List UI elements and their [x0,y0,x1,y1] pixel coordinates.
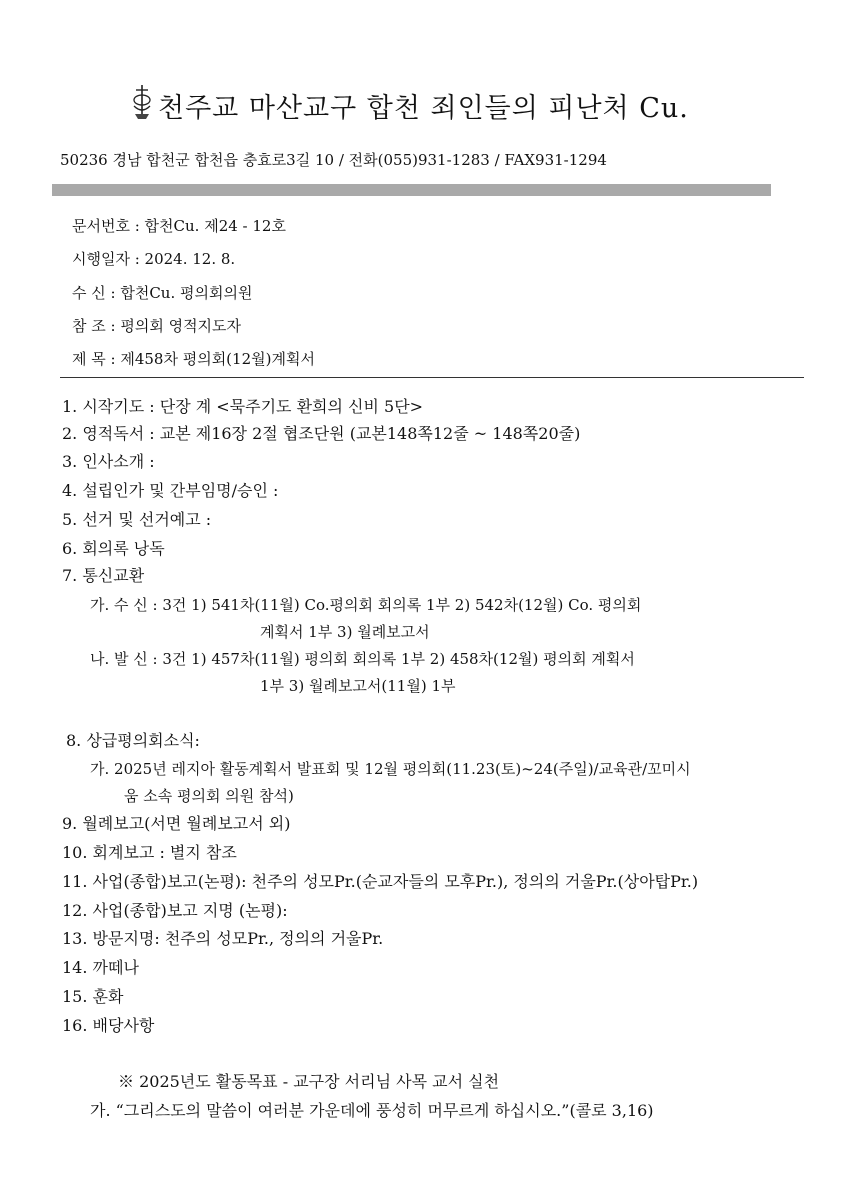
subject: 제 목 : 제458차 평의회(12월)계획서 [72,350,315,368]
agenda-item-7: 7. 통신교환 [62,566,145,585]
agenda-item-8-news: 가. 2025년 레지아 활동계획서 발표회 및 12월 평의회(11.23(토)~24(주일)/교육관/꼬미시 [90,760,691,778]
header-divider-bar [52,184,771,196]
catholic-emblem-icon [130,84,154,120]
doc-number: 문서번호 : 합천Cu. 제24 - 12호 [72,217,286,235]
goal-line: 가. “그리스도의 말씀이 여러분 가운데에 풍성히 머무르게 하십시오.”(콜로 3,16) [90,1101,654,1120]
agenda-item-7-sent: 나. 발 신 : 3건 1) 457차(11월) 평의회 회의록 1부 2) 458차(12월) 평의회 계획서 [90,650,635,668]
agenda-item-3: 3. 인사소개 : [62,452,155,471]
agenda-item-14: 14. 까떼나 [62,958,139,977]
recipient: 수 신 : 합천Cu. 평의회의원 [72,284,253,302]
agenda-item-12: 12. 사업(종합)보고 지명 (논평): [62,901,288,920]
agenda-item-1: 1. 시작기도 : 단장 계 <묵주기도 환희의 신비 5단> [62,397,424,416]
agenda-item-16: 16. 배당사항 [62,1016,155,1035]
agenda-item-4: 4. 설립인가 및 간부임명/승인 : [62,481,279,500]
agenda-item-8-news-cont: 움 소속 평의회 의원 참석) [124,787,294,805]
agenda-item-5: 5. 선거 및 선거예고 : [62,510,212,529]
agenda-item-2: 2. 영적독서 : 교본 제16장 2절 협조단원 (교본148쪽12줄 ~ 148쪽20줄) [62,424,581,443]
reference: 참 조 : 평의회 영적지도자 [72,317,242,335]
agenda-item-6: 6. 회의록 낭독 [62,539,165,558]
agenda-item-13: 13. 방문지명: 천주의 성모Pr., 정의의 거울Pr. [62,929,384,948]
document-title: 천주교 마산교구 합천 죄인들의 피난처 Cu. [158,93,689,124]
agenda-item-7-received: 가. 수 신 : 3건 1) 541차(11월) Co.평의회 회의록 1부 2) 542차(12월) Co. 평의회 [90,596,642,614]
goal-heading: ※ 2025년도 활동목표 - 교구장 서리님 사목 교서 실천 [118,1072,500,1091]
agenda-item-15: 15. 훈화 [62,987,124,1006]
agenda-item-7-received-cont: 계획서 1부 3) 월례보고서 [260,623,430,641]
separator-line [60,377,804,378]
agenda-item-8: 8. 상급평의회소식: [66,731,200,750]
agenda-item-9: 9. 월례보고(서면 월례보고서 외) [62,814,291,833]
agenda-item-10: 10. 회계보고 : 별지 참조 [62,843,237,862]
agenda-item-7-sent-cont: 1부 3) 월례보고서(11월) 1부 [260,677,456,695]
address-line: 50236 경남 합천군 합천읍 충효로3길 10 / 전화(055)931-1283 / FAX931-1294 [60,151,607,169]
agenda-item-11: 11. 사업(종합)보고(논평): 천주의 성모Pr.(순교자들의 모후Pr.), 정의의 거울Pr.(상아탑Pr.) [62,872,699,891]
issue-date: 시행일자 : 2024. 12. 8. [72,250,236,268]
